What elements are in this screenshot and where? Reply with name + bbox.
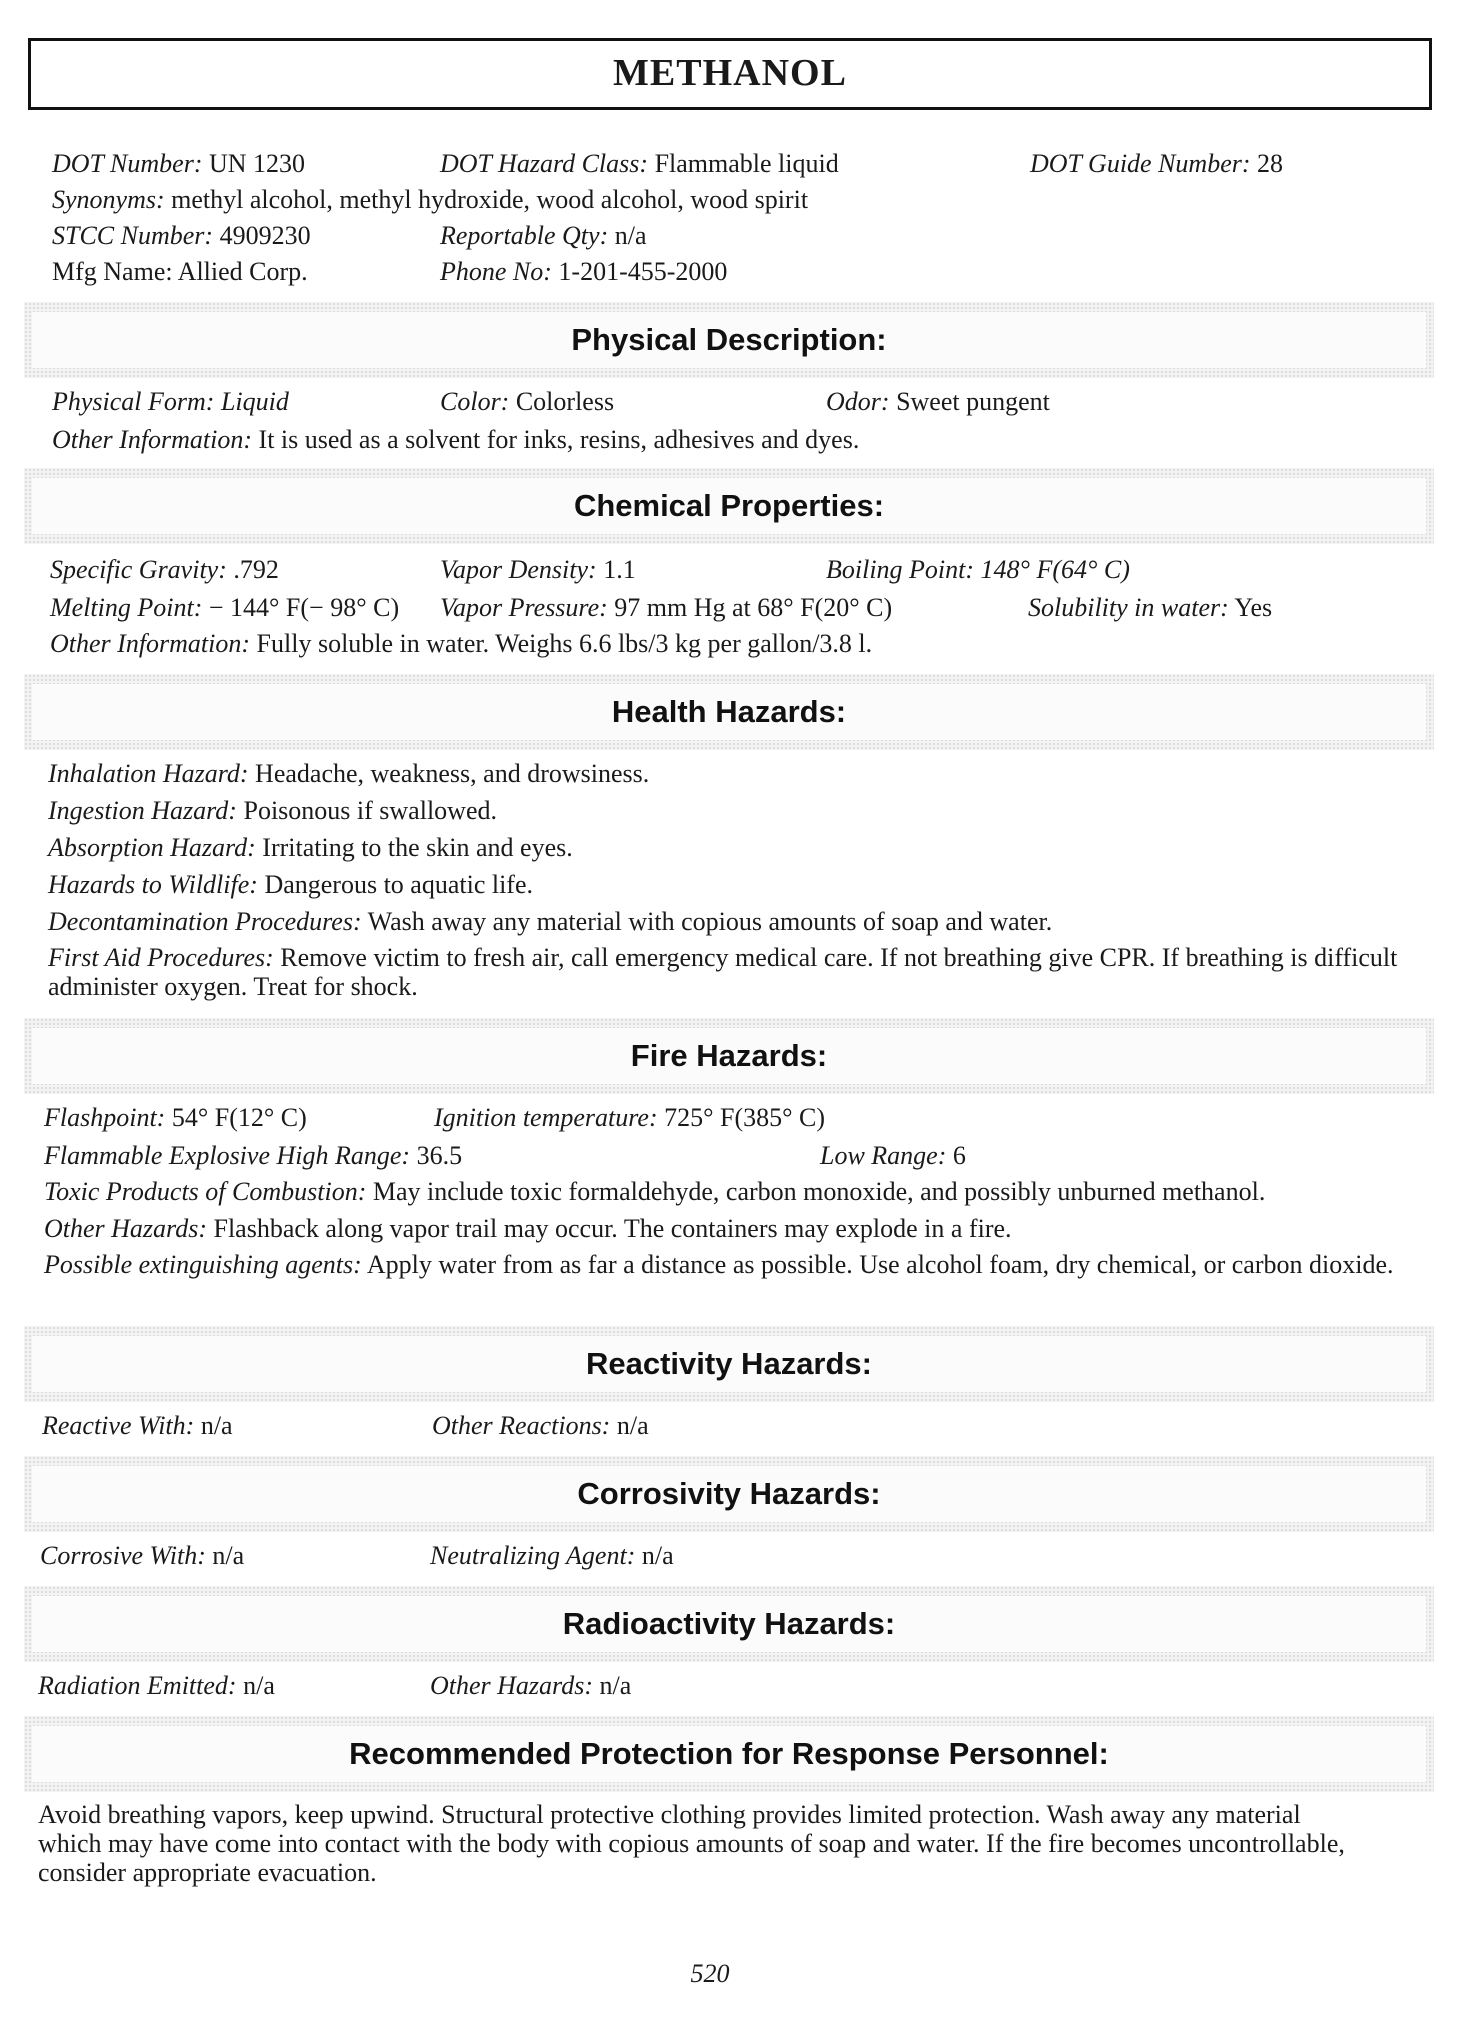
reportable-qty-field: Reportable Qty: n/a xyxy=(440,221,647,250)
ignition-temperature-field: Ignition temperature: 725° F(385° C) xyxy=(434,1103,826,1132)
header-row-2 xyxy=(0,184,1460,218)
page-number: 520 xyxy=(690,1959,730,1988)
phone-no-field: Phone No: 1-201-455-2000 xyxy=(440,257,728,286)
vapor-pressure-field: Vapor Pressure: 97 mm Hg at 68° F(20° C) xyxy=(440,593,893,622)
ingestion-row xyxy=(0,795,1460,829)
chemical-row-2 xyxy=(0,592,1460,626)
protection-header xyxy=(24,1716,1434,1792)
other-hazards-field: Other Hazards: Flashback along vapor trail may occur. The containers may explode in a fire. xyxy=(44,1214,1012,1243)
page-title: METHANOL xyxy=(613,52,847,95)
high-range-field: Flammable Explosive High Range: 36.5 xyxy=(44,1141,463,1170)
radioactivity-row xyxy=(0,1670,1460,1704)
first-aid-paragraph: First Aid Procedures: Remove victim to fresh air, call emergency medical care. If not breathing give CPR. If breathing is difficult administer oxygen. Treat for shock. xyxy=(48,943,1398,1001)
physical-row-1 xyxy=(0,386,1460,420)
absorption-row xyxy=(0,832,1460,866)
radioactivity-other-hazards-field: Other Hazards: n/a xyxy=(430,1671,632,1700)
inhalation-row xyxy=(0,758,1460,792)
header-row-3 xyxy=(0,220,1460,254)
stcc-number-field: STCC Number: 4909230 xyxy=(52,221,311,250)
reactivity-hazards-header xyxy=(24,1326,1434,1402)
chemical-row-3 xyxy=(0,628,1460,662)
extinguishing-paragraph: Possible extinguishing agents: Apply water from as far a distance as possible. Use alcohol foam, dry chemical, or carbon dioxide. xyxy=(44,1250,1394,1279)
section-heading: Health Hazards: xyxy=(611,694,847,730)
fire-row-2 xyxy=(0,1140,1460,1174)
decontamination-field: Decontamination Procedures: Wash away any material with copious amounts of soap and water. xyxy=(48,907,1053,936)
section-heading: Physical Description: xyxy=(571,322,887,358)
wildlife-row xyxy=(0,869,1460,903)
chemical-other-info: Other Information: Fully soluble in water. Weighs 6.6 lbs/3 kg per gallon/3.8 l. xyxy=(50,629,873,658)
physical-description-header xyxy=(24,302,1434,378)
vapor-density-field: Vapor Density: 1.1 xyxy=(440,555,636,584)
chemical-properties-header xyxy=(24,468,1434,544)
reactivity-row xyxy=(0,1410,1460,1444)
corrosivity-row xyxy=(0,1540,1460,1574)
fire-row-1 xyxy=(0,1102,1460,1136)
section-heading: Reactivity Hazards: xyxy=(585,1346,872,1382)
dot-number-field: DOT Number: UN 1230 xyxy=(52,149,306,178)
section-heading: Recommended Protection for Response Personnel: xyxy=(349,1736,1109,1772)
decontamination-row xyxy=(0,906,1460,940)
flashpoint-field: Flashpoint: 54° F(12° C) xyxy=(44,1103,307,1132)
low-range-field: Low Range: 6 xyxy=(820,1141,966,1170)
dot-hazard-class-field: DOT Hazard Class: Flammable liquid xyxy=(440,149,839,178)
radiation-emitted-field: Radiation Emitted: n/a xyxy=(38,1671,275,1700)
neutralizing-agent-field: Neutralizing Agent: n/a xyxy=(430,1541,674,1570)
fire-row-3 xyxy=(0,1176,1460,1210)
fire-row-4 xyxy=(0,1213,1460,1247)
corrosivity-hazards-header xyxy=(24,1456,1434,1532)
color-field: Color: Colorless xyxy=(440,387,615,416)
synonyms-field: Synonyms: methyl alcohol, methyl hydroxide, wood alcohol, wood spirit xyxy=(52,185,809,214)
physical-row-2 xyxy=(0,424,1460,458)
title-box xyxy=(28,38,1432,110)
wildlife-field: Hazards to Wildlife: Dangerous to aquatic life. xyxy=(48,870,534,899)
other-reactions-field: Other Reactions: n/a xyxy=(432,1411,649,1440)
absorption-field: Absorption Hazard: Irritating to the skin and eyes. xyxy=(48,833,573,862)
fire-hazards-header xyxy=(24,1018,1434,1094)
inhalation-field: Inhalation Hazard: Headache, weakness, and drowsiness. xyxy=(48,759,650,788)
chemical-row-1 xyxy=(0,554,1460,588)
dot-guide-number-field: DOT Guide Number: 28 xyxy=(1030,149,1284,178)
section-heading: Radioactivity Hazards: xyxy=(562,1606,896,1642)
physical-other-info: Other Information: It is used as a solvent for inks, resins, adhesives and dyes. xyxy=(52,425,860,454)
specific-gravity-field: Specific Gravity: .792 xyxy=(50,555,279,584)
solubility-field: Solubility in water: Yes xyxy=(1028,593,1273,622)
mfg-name-field: Mfg Name: Allied Corp. xyxy=(52,257,308,286)
header-row-4 xyxy=(0,256,1460,290)
toxic-products-field: Toxic Products of Combustion: May include toxic formaldehyde, carbon monoxide, and possibly unburned methanol. xyxy=(44,1177,1266,1206)
health-hazards-header xyxy=(24,674,1434,750)
section-heading: Chemical Properties: xyxy=(573,488,885,524)
section-heading: Fire Hazards: xyxy=(630,1038,828,1074)
reactive-with-field: Reactive With: n/a xyxy=(42,1411,233,1440)
melting-point-field: Melting Point: − 144° F(− 98° C) xyxy=(50,593,400,622)
section-heading: Corrosivity Hazards: xyxy=(577,1476,881,1512)
protection-paragraph: Avoid breathing vapors, keep upwind. Structural protective clothing provides limited protection. Wash away any material which may have come into contact with the body with copious amounts of soap and water. If the fire becomes uncontrollable, consider appropriate evacuation. xyxy=(38,1800,1345,1887)
radioactivity-hazards-header xyxy=(24,1586,1434,1662)
ingestion-field: Ingestion Hazard: Poisonous if swallowed. xyxy=(48,796,497,825)
physical-form-field: Physical Form: Liquid xyxy=(52,387,289,416)
header-row-1 xyxy=(0,148,1460,182)
corrosive-with-field: Corrosive With: n/a xyxy=(40,1541,245,1570)
odor-field: Odor: Sweet pungent xyxy=(826,387,1050,416)
boiling-point-field: Boiling Point: 148° F(64° C) xyxy=(826,555,1130,584)
